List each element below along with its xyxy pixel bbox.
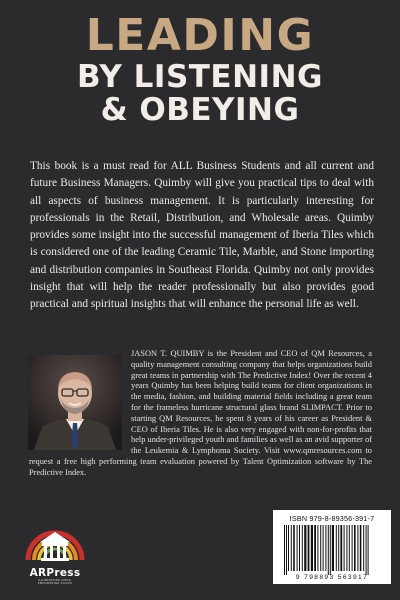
title-line-2: BY LISTENING — [77, 59, 323, 95]
barcode-bar — [284, 525, 285, 575]
barcode-bar — [308, 525, 310, 571]
book-description: This book is a must read for ALL Business Students and all current and future Business Managers. Quimby will give you practical tips to deal with all aspects of business management. It is particularly interesting for professionals in the Retail, Distribution, and Wholesale areas. Quimby provides some insight into the successful management of Iberia Tiles which is considered one of the leading Ceramic Tile, Marble, and Stone importing and distribution companies in Southeast Florida. Quimby not only provides insight that will help the reader professionally but also provides good practical and spiritual insights that will enhance the personal life as well. — [30, 160, 374, 311]
publisher-name: ARPress — [29, 567, 81, 579]
barcode-bar — [338, 525, 339, 571]
barcode-bar — [332, 525, 334, 571]
barcode-bar — [368, 525, 369, 575]
barcode-bar — [286, 525, 287, 575]
publisher-tagline-2: EMPOWERING VOICES — [37, 581, 73, 586]
barcode-digits: 9 798893 563917 — [295, 574, 369, 581]
barcode-bar — [299, 525, 300, 571]
barcode-bar — [328, 525, 329, 575]
barcode-bar — [317, 525, 318, 571]
barcode-bar — [344, 525, 345, 571]
barcode-bar — [314, 525, 316, 571]
photo-spacer — [29, 349, 125, 450]
barcode-bar — [346, 525, 347, 571]
title-line-3: & OBEYING — [100, 92, 300, 128]
barcode-bar — [288, 525, 289, 571]
barcode-bar — [340, 525, 342, 571]
barcode-bar — [325, 525, 326, 571]
author-bio — [29, 349, 372, 479]
barcode-bar — [354, 525, 356, 571]
barcode-bar — [293, 525, 295, 571]
barcode-bar — [330, 525, 331, 575]
publisher-tagline-1: ILLUMINATING IDEAS, — [38, 578, 72, 582]
title-line-1: LEADING — [85, 10, 315, 61]
barcode-bar — [366, 525, 367, 575]
barcode-bar — [320, 525, 321, 571]
barcode-bar — [363, 525, 364, 571]
barcode-bar — [311, 525, 313, 571]
book-title — [0, 10, 400, 128]
barcode-bar — [291, 525, 292, 571]
barcode-bar — [297, 525, 298, 571]
isbn-barcode — [273, 510, 391, 584]
barcode-bar — [360, 525, 362, 571]
barcode-bar — [304, 525, 306, 571]
barcode-bar — [302, 525, 303, 571]
publisher-logo — [22, 510, 88, 592]
barcode-bar — [336, 525, 337, 571]
author-bio-text: JASON T. QUIMBY is the President and CEO of QM Resources, a quality management consulting company that helps organizations build great teams in partnership with The Predictive Index! Over the recent 4 years Quimby has been helping build teams for client organizations in the media, fashion, and building material fields including a great team for the frameless hurricane structural glass brand SLIMPACT. Prior to starting QM Resources, he spent 8 years of his career as President & CEO of Iberia Tiles. He is also very engaged with non-for-profits that help under-privileged youth and families as well as an avid supporter of the Leukemia & Lymphoma Society. Visit www.qmresources.com to request a free high performing team evaluation powered by Talent Optimization software by The Predictive Index. — [29, 349, 372, 477]
publisher-emblem-icon — [22, 510, 88, 564]
isbn-label: ISBN 979-8-89356-391-7 — [289, 514, 375, 523]
barcode-bar — [323, 525, 324, 571]
barcode-bar — [352, 525, 353, 571]
barcode-bars — [280, 525, 384, 575]
barcode-bar — [349, 525, 350, 571]
barcode-bar — [357, 525, 358, 571]
